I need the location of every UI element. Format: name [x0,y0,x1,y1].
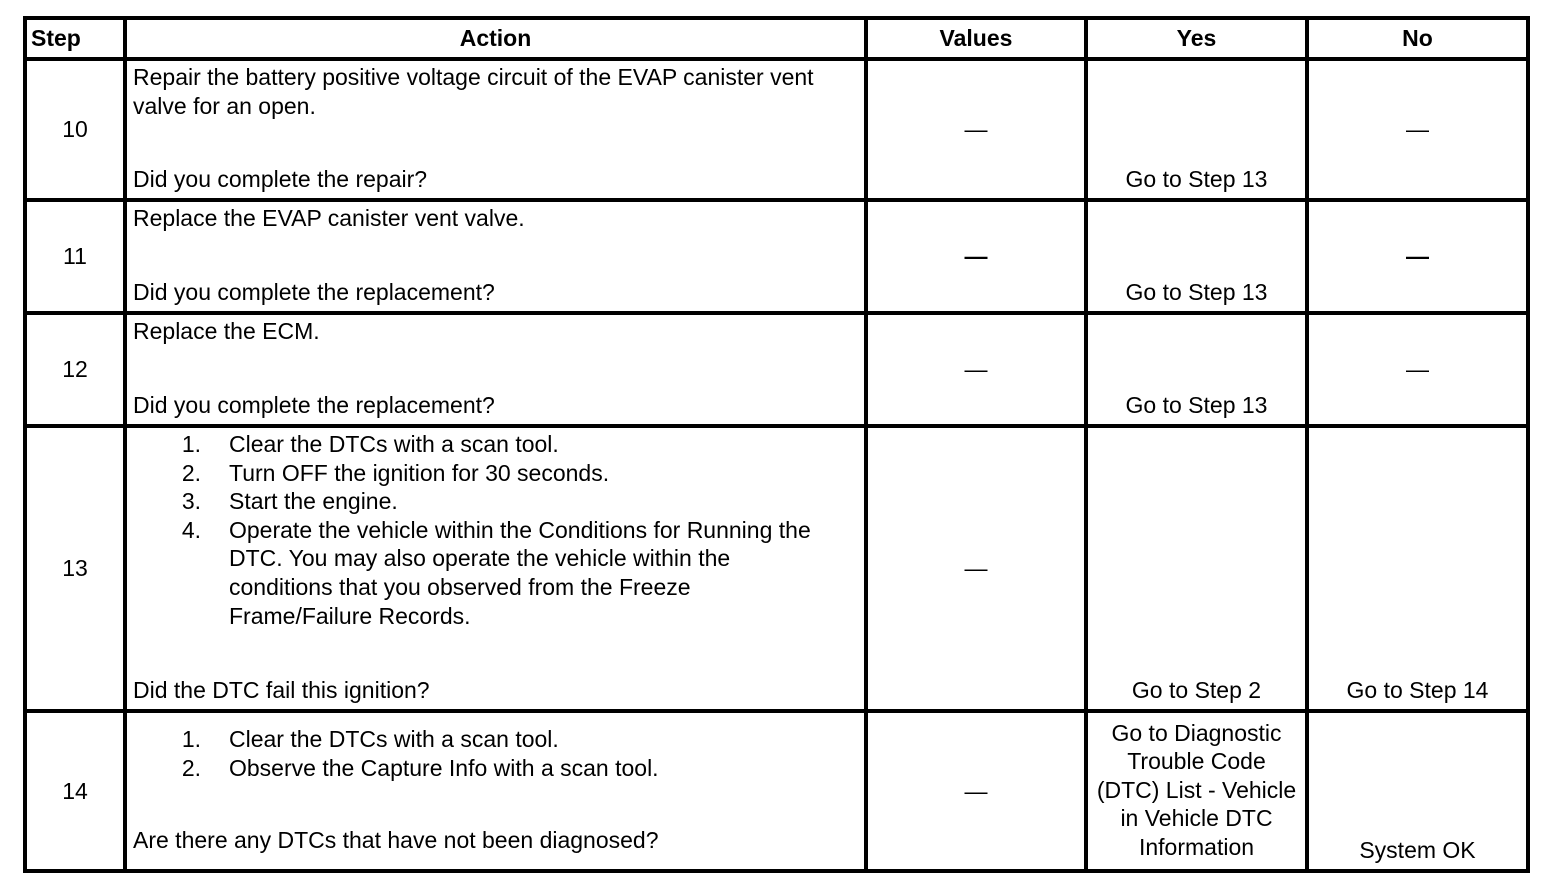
step-number: 14 [25,711,125,871]
yes-cell [1086,200,1307,313]
action-steps-list [133,430,858,630]
values-cell [866,200,1086,313]
action-question: Did the DTC fail this ignition? [133,677,430,704]
yes-link[interactable]: Go to Step 13 [1125,166,1268,193]
no-cell [1307,313,1528,426]
list-item: 2. Observe the Capture Info with a scan tool. [181,754,659,781]
values-dash: — [964,116,988,143]
values-cell [866,711,1086,871]
header-no: No [1307,18,1528,59]
values-cell [866,59,1086,200]
action-cell [125,200,866,313]
yes-cell [1086,59,1307,200]
yes-cell [1086,711,1307,871]
action-cell [125,313,866,426]
no-cell [1307,59,1528,200]
action-text: Repair the battery positive voltage circuit of the EVAP canister vent valve for an open. [133,64,814,119]
table-row [25,59,1528,200]
values-dash: — [964,356,988,383]
no-link[interactable]: System OK [1359,837,1476,864]
table-row [25,200,1528,313]
values-dash: — [964,555,988,582]
action-text: Replace the ECM. [133,318,320,344]
action-text: Replace the EVAP canister vent valve. [133,205,525,231]
step-number: 13 [25,426,125,711]
values-cell [866,426,1086,711]
header-action: Action [125,18,866,59]
no-dash: — [1406,243,1429,270]
action-cell [125,426,866,711]
no-link[interactable]: Go to Step 14 [1346,677,1489,704]
step-number: 11 [25,200,125,313]
action-question: Did you complete the replacement? [133,279,495,306]
no-dash: — [1406,116,1429,143]
yes-link[interactable]: Go to Step 13 [1125,392,1268,419]
values-cell [866,313,1086,426]
yes-link[interactable]: Go to Step 13 [1125,279,1268,306]
action-question: Did you complete the replacement? [133,392,495,419]
list-item: 1. Clear the DTCs with a scan tool. [181,726,559,752]
no-cell [1307,711,1528,871]
step-number: 12 [25,313,125,426]
values-dash: — [964,243,988,270]
yes-cell [1086,426,1307,711]
no-dash: — [1406,356,1429,383]
list-item: 2. Turn OFF the ignition for 30 seconds. [181,459,610,486]
no-cell [1307,426,1528,711]
list-item: 4. Operate the vehicle within the Conditions for Running the DTC. You may also operate the vehicle within the conditions that you observed from the Freeze Frame/Failure Records. [181,516,811,629]
action-question: Are there any DTCs that have not been diagnosed? [133,827,659,854]
table-row [25,711,1528,871]
header-row [25,18,1528,59]
yes-cell [1086,313,1307,426]
table-row [25,426,1528,711]
header-yes: Yes [1086,18,1307,59]
yes-link[interactable]: Go to Diagnostic Trouble Code (DTC) List - Vehicle in Vehicle DTC Information [1096,719,1297,860]
values-dash: — [964,777,988,804]
list-item: 3. Start the engine. [181,488,398,515]
action-question: Did you complete the repair? [133,166,428,193]
action-cell [125,59,866,200]
diagnostic-table [23,16,1530,873]
header-step: Step [25,18,125,59]
yes-link[interactable]: Go to Step 2 [1131,677,1262,704]
action-cell [125,711,866,871]
table-row [25,313,1528,426]
header-values: Values [866,18,1086,59]
action-steps-list [133,725,858,782]
no-cell [1307,200,1528,313]
list-item: 1. Clear the DTCs with a scan tool. [181,431,559,457]
step-number: 10 [25,59,125,200]
